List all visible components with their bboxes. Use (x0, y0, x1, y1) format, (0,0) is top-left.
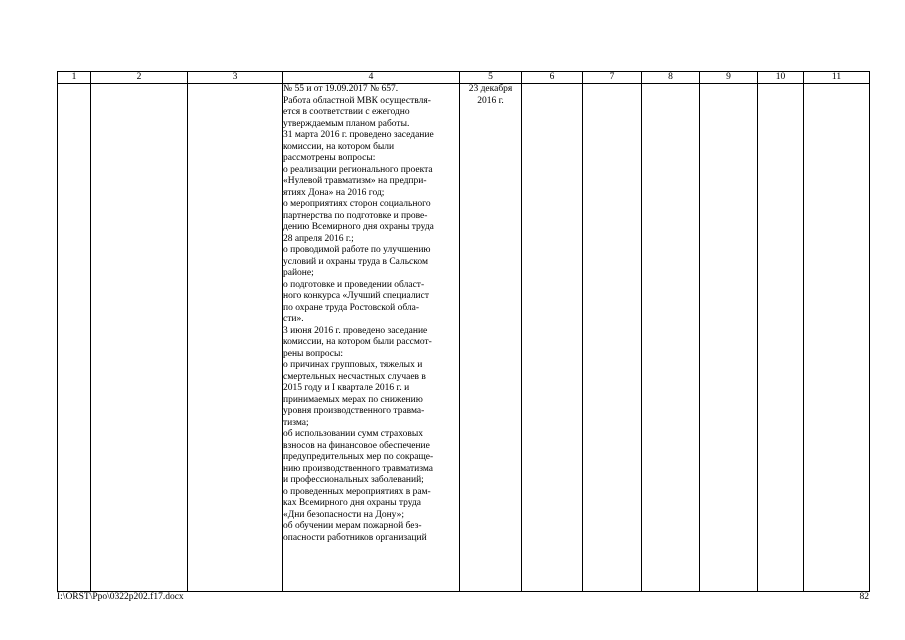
column-header: 8 (642, 72, 700, 84)
text-line: о мероприятиях сторон социального (283, 199, 431, 209)
description-cell (283, 84, 460, 592)
column-header: 4 (283, 72, 460, 84)
table-cell (583, 84, 642, 592)
column-header: 1 (58, 72, 91, 84)
date-cell (460, 84, 522, 592)
table-cell (58, 84, 91, 592)
text-line: районе; (283, 268, 314, 278)
text-line: партнерства по подготовке и прове- (283, 210, 428, 221)
text-line: ется в соответствии с ежегодно (283, 107, 410, 117)
text-line: нию производственного травматизма (283, 463, 434, 474)
text-line: по охране труда Ростовской обла- (283, 302, 420, 313)
table-row (58, 84, 870, 592)
text-line: взносов на финансовое обеспечение (283, 440, 430, 451)
text-line: рены вопросы: (283, 348, 344, 359)
text-line: уровня производственного травма- (283, 406, 425, 416)
text-line: опасности работников организаций (283, 532, 427, 543)
table-cell (758, 84, 804, 592)
text-line: принимаемых мерах по снижению (283, 394, 423, 405)
text-line: 2015 году и I квартале 2016 г. и (283, 383, 410, 393)
text-line: ках Всемирного дня охраны труда (283, 498, 421, 508)
text-line: 23 декабря (468, 84, 513, 94)
text-line: дению Всемирного дня охраны труда (283, 222, 434, 232)
table-cell (804, 84, 870, 592)
column-header: 9 (700, 72, 758, 84)
text-line: ятиях Дона» на 2016 год; (283, 187, 385, 198)
text-line: 2016 г. (477, 95, 504, 106)
table-cell (700, 84, 758, 592)
table-cell (522, 84, 583, 592)
column-header: 11 (804, 72, 870, 84)
text-line: сти». (283, 314, 304, 324)
text-line: № 55 и от 19.09.2017 № 657. (283, 84, 399, 94)
text-line: об обучении мерам пожарной без- (283, 521, 422, 531)
text-line: комиссии, на котором были рассмот- (283, 337, 432, 347)
column-header: 5 (460, 72, 522, 84)
text-line: ного конкурса «Лучший специалист (283, 291, 430, 301)
column-number-row (58, 72, 870, 84)
text-line: о причинах групповых, тяжелых и (283, 360, 423, 370)
text-line: Работа областной МВК осуществля- (283, 95, 431, 106)
text-line: комиссии, на котором были (283, 141, 395, 152)
table-cell (91, 84, 188, 592)
column-header: 3 (188, 72, 283, 84)
text-line: 28 апреля 2016 г.; (283, 233, 354, 244)
file-path: I:\ORST\Ppo\0322p202.f17.docx (57, 592, 184, 602)
text-line: 3 июня 2016 г. проведено заседание (283, 325, 428, 336)
text-line: «Дни безопасности на Дону»; (283, 509, 405, 520)
text-line: рассмотрены вопросы: (283, 153, 376, 163)
text-line: о реализации регионального проекта (283, 164, 433, 175)
text-line: тизма; (283, 417, 309, 428)
text-line: об использовании сумм страховых (283, 429, 424, 439)
text-line: условий и охраны труда в Сальском (283, 256, 428, 267)
table-cell (642, 84, 700, 592)
text-line: смертельных несчастных случаев в (283, 371, 426, 382)
column-header: 2 (91, 72, 188, 84)
report-table (57, 71, 870, 592)
column-header: 10 (758, 72, 804, 84)
text-line: «Нулевой травматизм» на предпри- (283, 176, 427, 186)
text-line: и профессиональных заболеваний; (283, 475, 424, 485)
text-line: о проводимой работе по улучшению (283, 245, 431, 255)
page-number: 82 (859, 592, 869, 602)
column-header: 6 (522, 72, 583, 84)
text-line: о подготовке и проведении област- (283, 279, 425, 290)
column-header: 7 (583, 72, 642, 84)
text-line: предупредительных мер по сокраще- (283, 452, 434, 462)
text-line: 31 марта 2016 г. проведено заседание (283, 130, 434, 140)
text-line: утверждаемым планом работы. (283, 118, 410, 129)
table-cell (188, 84, 283, 592)
text-line: о проведенных мероприятиях в рам- (283, 486, 431, 497)
